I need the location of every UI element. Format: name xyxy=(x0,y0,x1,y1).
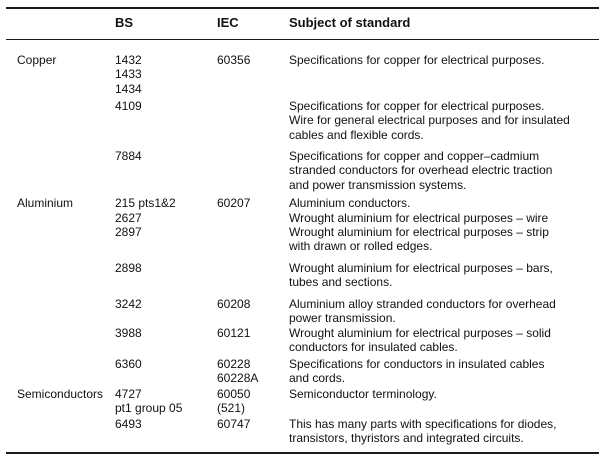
bs-cell: 1432 xyxy=(115,53,142,67)
subject-cell: Wrought aluminium for electrical purposes – bars, xyxy=(289,261,553,275)
bs-cell: 1434 xyxy=(115,81,142,96)
header-subject: Subject of standard xyxy=(289,15,411,30)
subject-cell: tubes and sections. xyxy=(289,275,393,290)
iec-cell: 60228 xyxy=(217,357,251,371)
subject-cell: Wire for general electrical purposes and for insulated xyxy=(289,113,570,128)
top-rule xyxy=(6,7,599,9)
subject-cell: and power transmission systems. xyxy=(289,177,467,192)
subject-cell: and cords. xyxy=(289,371,346,386)
subject-cell: transistors, thyristors and integrated circuits. xyxy=(289,430,524,445)
iec-cell: 60050 xyxy=(217,387,251,401)
subject-cell: Specifications for copper for electrical purposes. xyxy=(289,53,545,67)
bs-cell: 4727 xyxy=(115,387,142,401)
subject-cell: Aluminium conductors. xyxy=(289,196,411,210)
iec-cell: 60228A xyxy=(217,371,259,386)
subject-cell: Aluminium alloy stranded conductors for overhead xyxy=(289,297,556,311)
subject-cell: with drawn or rolled edges. xyxy=(289,239,433,254)
bs-cell: 6493 xyxy=(115,416,142,431)
bs-cell: 3242 xyxy=(115,297,142,311)
iec-cell: 60747 xyxy=(217,416,251,431)
bs-cell: pt1 group 05 xyxy=(115,401,183,416)
bs-cell: 6360 xyxy=(115,357,142,371)
header-iec: IEC xyxy=(217,15,239,30)
subject-cell: Specifications for conductors in insulated cables xyxy=(289,357,545,371)
subject-cell: Semiconductor terminology. xyxy=(289,387,437,401)
iec-cell: (521) xyxy=(217,401,246,416)
subject-cell: Wrought aluminium for electrical purposes – wire xyxy=(289,210,549,225)
subject-cell: This has many parts with specifications for diodes, xyxy=(289,416,557,431)
subject-cell: stranded conductors for overhead electric traction xyxy=(289,163,553,178)
bs-cell: 2627 xyxy=(115,210,142,225)
bs-cell: 215 pts1&2 xyxy=(115,196,176,210)
category-cell: Aluminium xyxy=(17,196,74,210)
iec-cell: 60207 xyxy=(217,196,251,210)
bs-cell: 3988 xyxy=(115,326,142,340)
iec-cell: 60121 xyxy=(217,326,251,340)
bs-cell: 7884 xyxy=(115,149,142,163)
bs-cell: 4109 xyxy=(115,99,142,113)
iec-cell: 60356 xyxy=(217,53,251,67)
subject-cell: Wrought aluminium for electrical purposes – strip xyxy=(289,225,549,239)
subject-cell: Specifications for copper and copper–cadmium xyxy=(289,149,540,163)
header-bs: BS xyxy=(115,15,134,30)
bs-cell: 2897 xyxy=(115,225,142,239)
bottom-rule xyxy=(6,452,599,454)
subject-cell: power transmission. xyxy=(289,311,396,326)
bs-cell: 2898 xyxy=(115,261,142,275)
subject-cell: cables and flexible cords. xyxy=(289,127,424,142)
subject-cell: Wrought aluminium for electrical purposes – solid xyxy=(289,326,551,340)
iec-cell: 60208 xyxy=(217,297,251,311)
category-cell: Semiconductors xyxy=(17,387,104,401)
subject-cell: Specifications for copper for electrical purposes. xyxy=(289,99,545,113)
header-rule xyxy=(6,39,599,40)
category-cell: Copper xyxy=(17,53,57,67)
subject-cell: conductors for insulated cables. xyxy=(289,340,458,355)
bs-cell: 1433 xyxy=(115,67,142,82)
